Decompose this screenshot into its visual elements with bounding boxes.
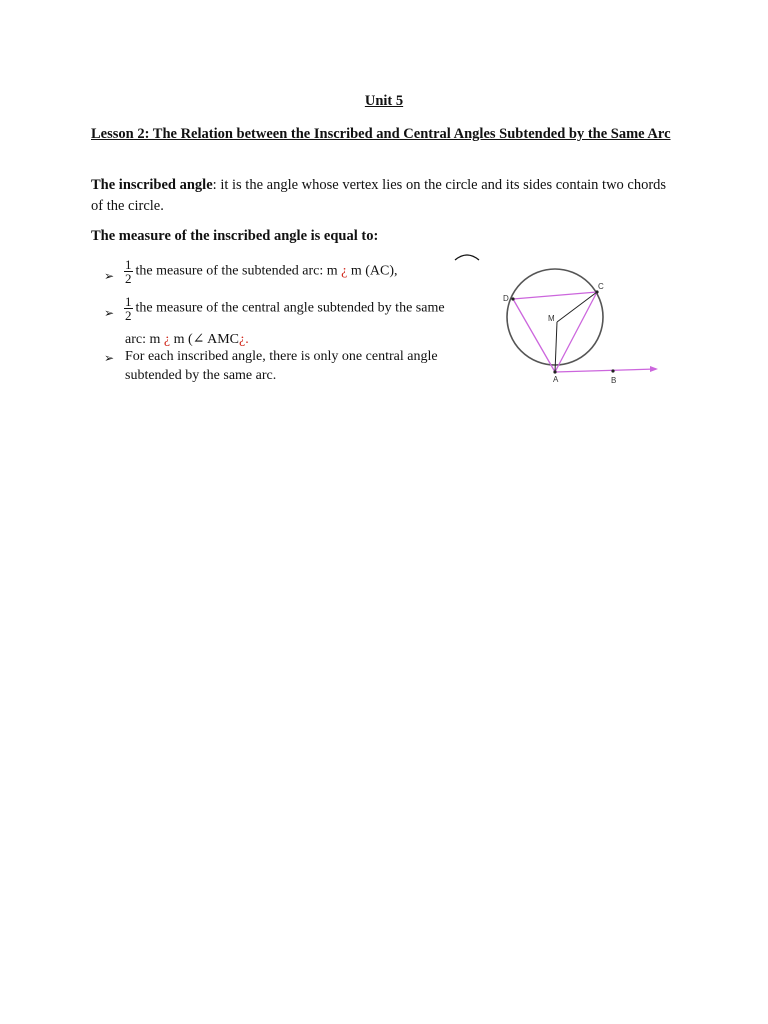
label-c: C bbox=[598, 282, 604, 291]
definition-text: it is the angle whose vertex lies on the circle and its sides contain two chords of the circle. bbox=[91, 177, 667, 214]
label-d: D bbox=[503, 294, 509, 303]
arc-symbol-icon bbox=[452, 251, 482, 263]
fraction-half bbox=[124, 258, 133, 285]
fraction-denominator: 2 bbox=[125, 308, 132, 323]
bullet-3-line2: subtended by the same arc. bbox=[125, 368, 277, 383]
bullet-1-symbol: ¿ bbox=[341, 263, 348, 279]
chord-dc bbox=[513, 292, 597, 299]
circle bbox=[507, 269, 603, 365]
definition-colon: : bbox=[212, 177, 217, 193]
definition-paragraph bbox=[91, 175, 671, 217]
bullet-arrow-icon: ➢ bbox=[104, 351, 115, 365]
tangent-ray bbox=[555, 369, 656, 372]
bullet-arrow-icon: ➢ bbox=[104, 306, 115, 320]
bullet-2-line2 bbox=[125, 331, 249, 348]
bullet-2-line2-b: m (∠ AMC bbox=[170, 332, 239, 347]
bullet-2 bbox=[124, 295, 445, 322]
unit-title: Unit 5 bbox=[364, 93, 404, 109]
fraction-numerator: 1 bbox=[125, 294, 132, 309]
bullet-2-text: the measure of the central angle subtended by the same bbox=[135, 300, 445, 316]
fraction-half bbox=[124, 295, 133, 322]
bullet-2-line2-a: arc: m bbox=[125, 332, 164, 347]
radius-mc bbox=[557, 292, 597, 322]
bullet-1-text: the measure of the subtended arc: m bbox=[135, 263, 342, 279]
ray-arrowhead-icon bbox=[650, 366, 658, 372]
bullet-2-symbol: ¿ bbox=[163, 332, 171, 347]
lesson-title: Lesson 2: The Relation between the Inscribed and Central Angles Subtended by the Same Arc bbox=[91, 126, 671, 142]
point-b bbox=[611, 369, 614, 372]
bullet-3-line1: For each inscribed angle, there is only one central angle bbox=[125, 349, 438, 364]
fraction-numerator: 1 bbox=[125, 257, 132, 272]
label-b: B bbox=[611, 376, 617, 385]
bullet-2-symbol2: ¿ bbox=[239, 332, 246, 347]
circle-figure bbox=[500, 258, 665, 388]
point-d bbox=[511, 297, 514, 300]
bullet-1-text2: m (AC), bbox=[347, 263, 398, 279]
measure-heading: The measure of the inscribed angle is equal to: bbox=[91, 228, 379, 244]
bullet-2-line2-c: . bbox=[245, 332, 249, 347]
label-m: M bbox=[548, 314, 555, 323]
fraction-denominator: 2 bbox=[125, 271, 132, 286]
label-a: A bbox=[553, 375, 559, 384]
point-a bbox=[553, 370, 556, 373]
definition-term: The inscribed angle bbox=[91, 177, 213, 193]
bullet-1 bbox=[124, 258, 398, 285]
bullet-arrow-icon: ➢ bbox=[104, 269, 115, 283]
